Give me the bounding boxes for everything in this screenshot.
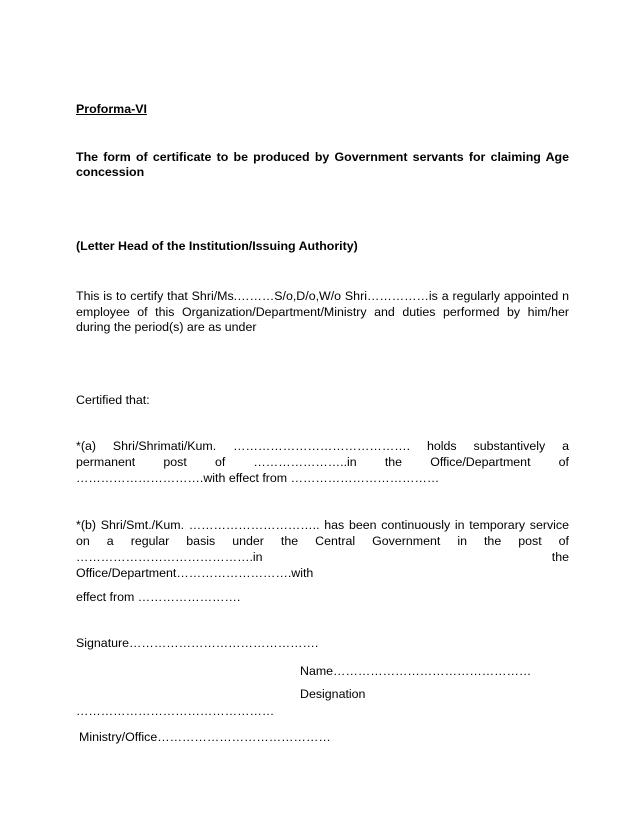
- designation-dotted-line: …………………………………………: [76, 704, 275, 718]
- clause-a-line-3: ………………………….with effect from ………………………………: [76, 471, 440, 485]
- certified-that-label: Certified that:: [76, 393, 150, 407]
- proforma-heading: Proforma-VI: [76, 102, 147, 116]
- name-line: Name…………………………………………: [300, 664, 532, 678]
- clause-b-line-2: on a regular basis under the Central Government in the post of: [76, 534, 569, 548]
- letterhead-note: (Letter Head of the Institution/Issuing Authority): [76, 239, 358, 253]
- designation-label: Designation: [300, 687, 366, 701]
- clause-b-effect-from: effect from …………………….: [76, 590, 241, 604]
- clause-b: [76, 517, 569, 581]
- signature-line: Signature……………………………………….: [76, 636, 319, 650]
- clause-a-line-2: permanent post of …………………..in the Office/Department of: [76, 455, 569, 469]
- clause-a-line-1: *(a) Shri/Shrimati/Kum. ……………………………………. holds substantively a: [76, 439, 569, 453]
- certification-intro: This is to certify that Shri/Ms.………S/o,D/o,W/o Shri……………is a regularly appointed n employee of this Organization/Department/Ministry and duties performed by him/her during the period(s) are as under: [76, 289, 569, 334]
- clause-b-line-4: Office/Department……………………….with: [76, 566, 314, 580]
- ministry-office-line: Ministry/Office……………………………………: [79, 730, 331, 744]
- certificate-subject: The form of certificate to be produced by Government servants for claiming Age concession: [76, 150, 569, 179]
- clause-b-line-3: …………………………………….in the: [76, 550, 569, 564]
- clause-a: [76, 438, 569, 486]
- clause-b-line-1: *(b) Shri/Smt./Kum. ………………………….. has been continuously in temporary service: [76, 518, 569, 532]
